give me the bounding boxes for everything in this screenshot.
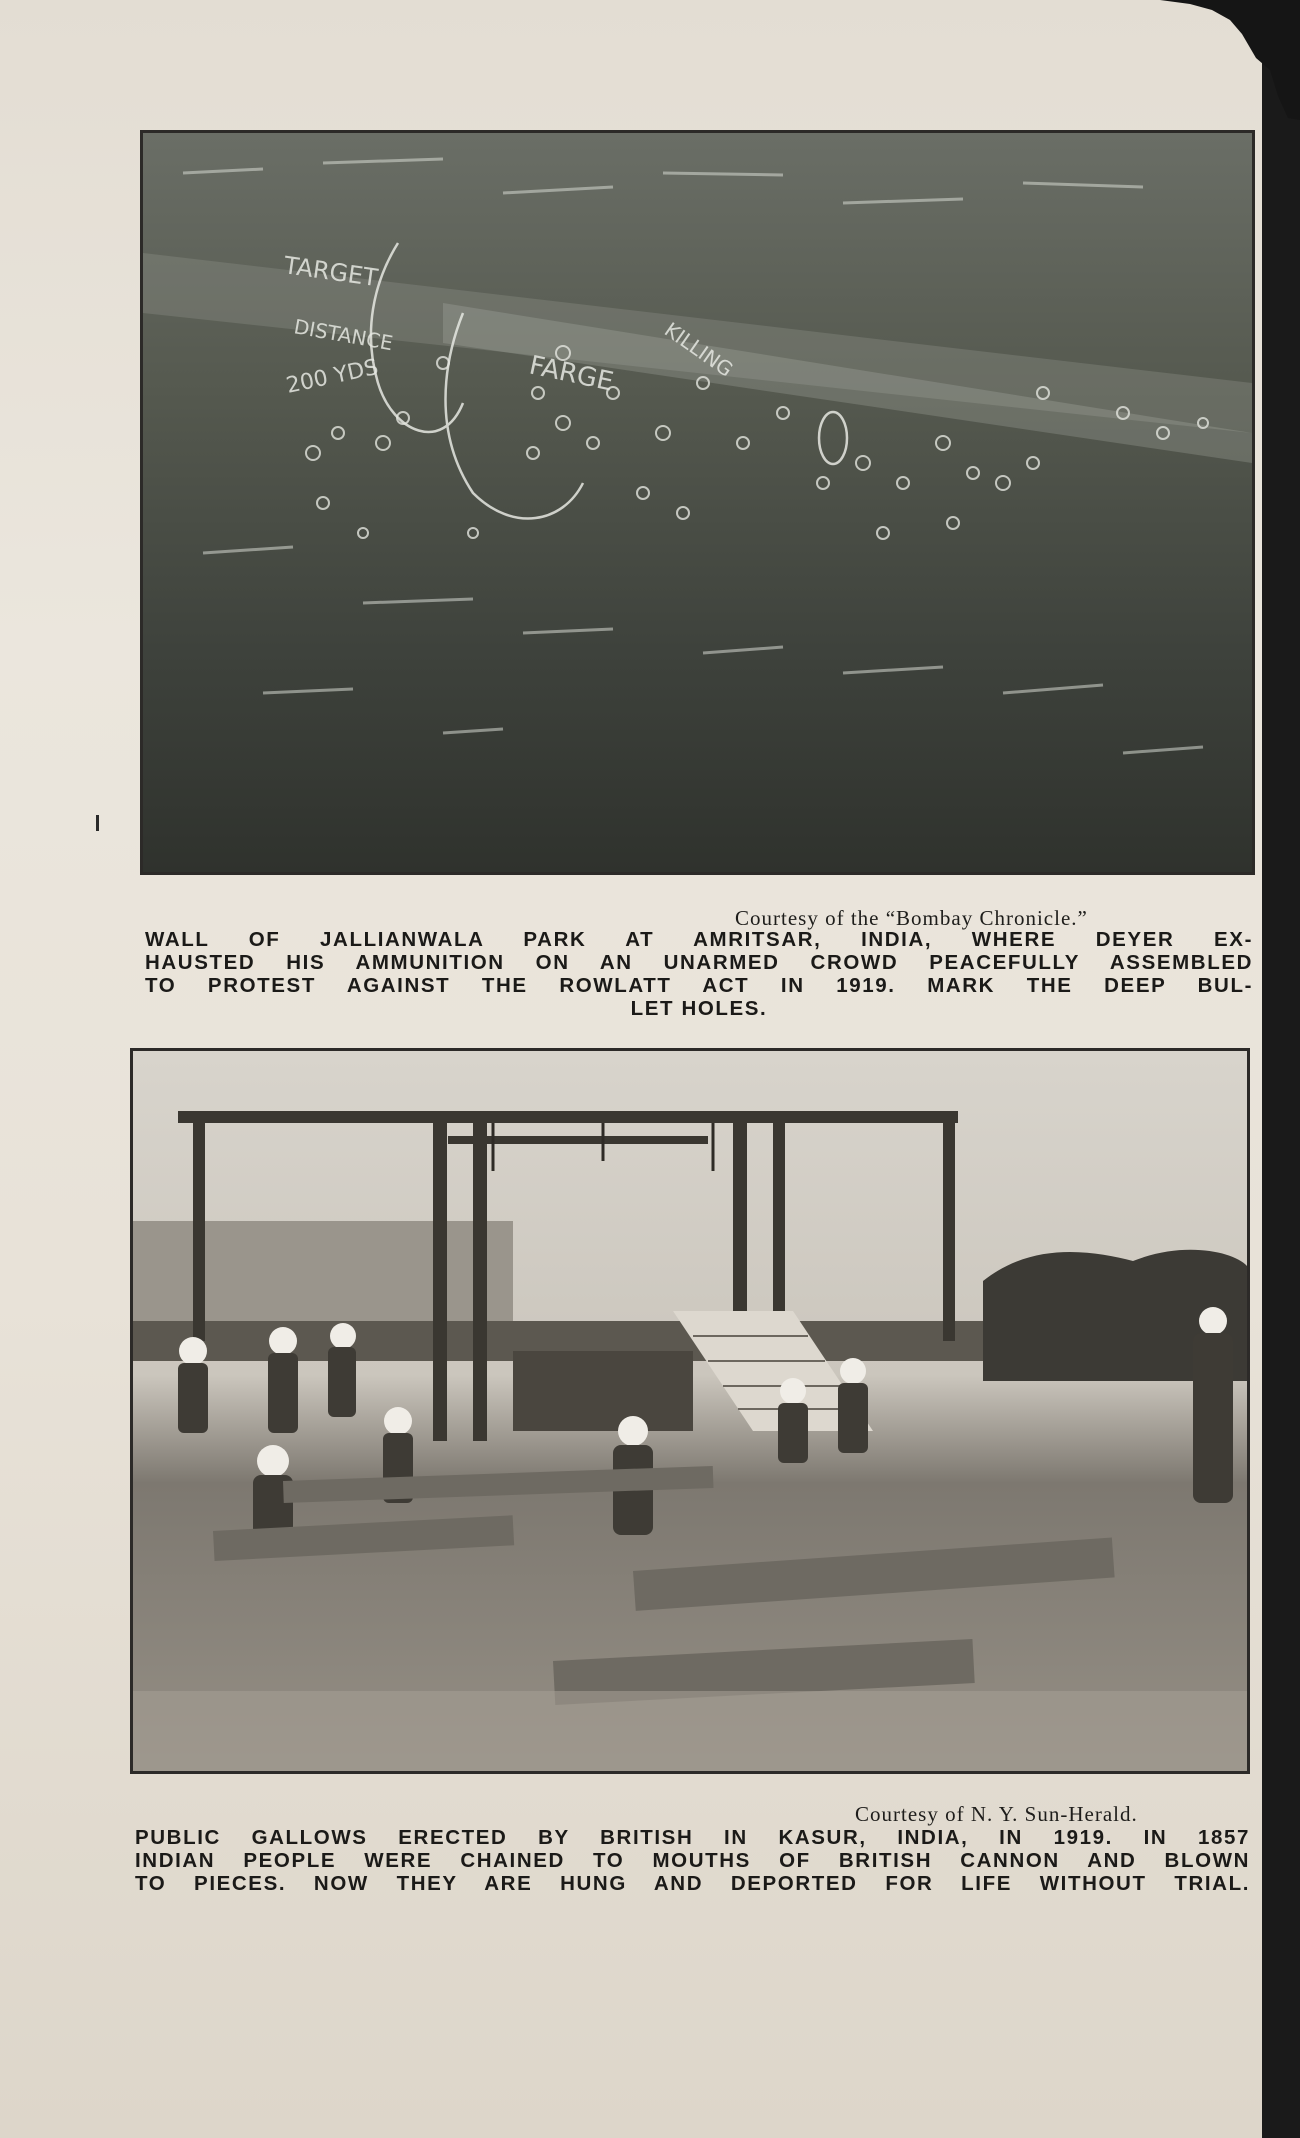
wall-writing-killing: KILLING [660, 317, 738, 382]
gallows-photo-image [133, 1051, 1247, 1771]
caption-line: LET HOLES. [630, 997, 768, 1020]
caption-line: INDIAN PEOPLE WERE CHAINED TO MOUTHS OF BRITISH CANNON AND BLOWN [135, 1849, 1250, 1872]
paper-mark [96, 815, 99, 831]
wall-photo-caption [145, 928, 1253, 1020]
caption-line: PUBLIC GALLOWS ERECTED BY BRITISH IN KASUR, INDIA, IN 1919. IN 1857 [135, 1826, 1250, 1849]
photo-credit-ny-sun-herald: Courtesy of N. Y. Sun-Herald. [855, 1802, 1138, 1826]
wall-photo-image [143, 133, 1252, 872]
photo-credit-bombay-chronicle: Courtesy of the “Bombay Chronicle.” [735, 906, 1088, 930]
wall-photo [140, 130, 1255, 875]
wall-writing-target: TARGET [282, 251, 380, 293]
torn-corner [1160, 0, 1300, 120]
gallows-photo-caption [135, 1826, 1250, 1895]
gallows-photo [130, 1048, 1250, 1774]
wall-writing-distance: DISTANCE [292, 314, 395, 356]
caption-line: TO PIECES. NOW THEY ARE HUNG AND DEPORTED FOR LIFE WITHOUT TRIAL. [135, 1872, 1250, 1895]
caption-line: HAUSTED HIS AMMUNITION ON AN UNARMED CROWD PEACEFULLY ASSEMBLED [145, 951, 1253, 974]
caption-line: WALL OF JALLIANWALA PARK AT AMRITSAR, INDIA, WHERE DEYER EX- [145, 928, 1253, 951]
caption-line: TO PROTEST AGAINST THE ROWLATT ACT IN 1919. MARK THE DEEP BUL- [145, 974, 1253, 997]
wall-writing-farge: FARGE [526, 350, 616, 398]
wall-writing-yards: 200 YDS [284, 355, 381, 399]
